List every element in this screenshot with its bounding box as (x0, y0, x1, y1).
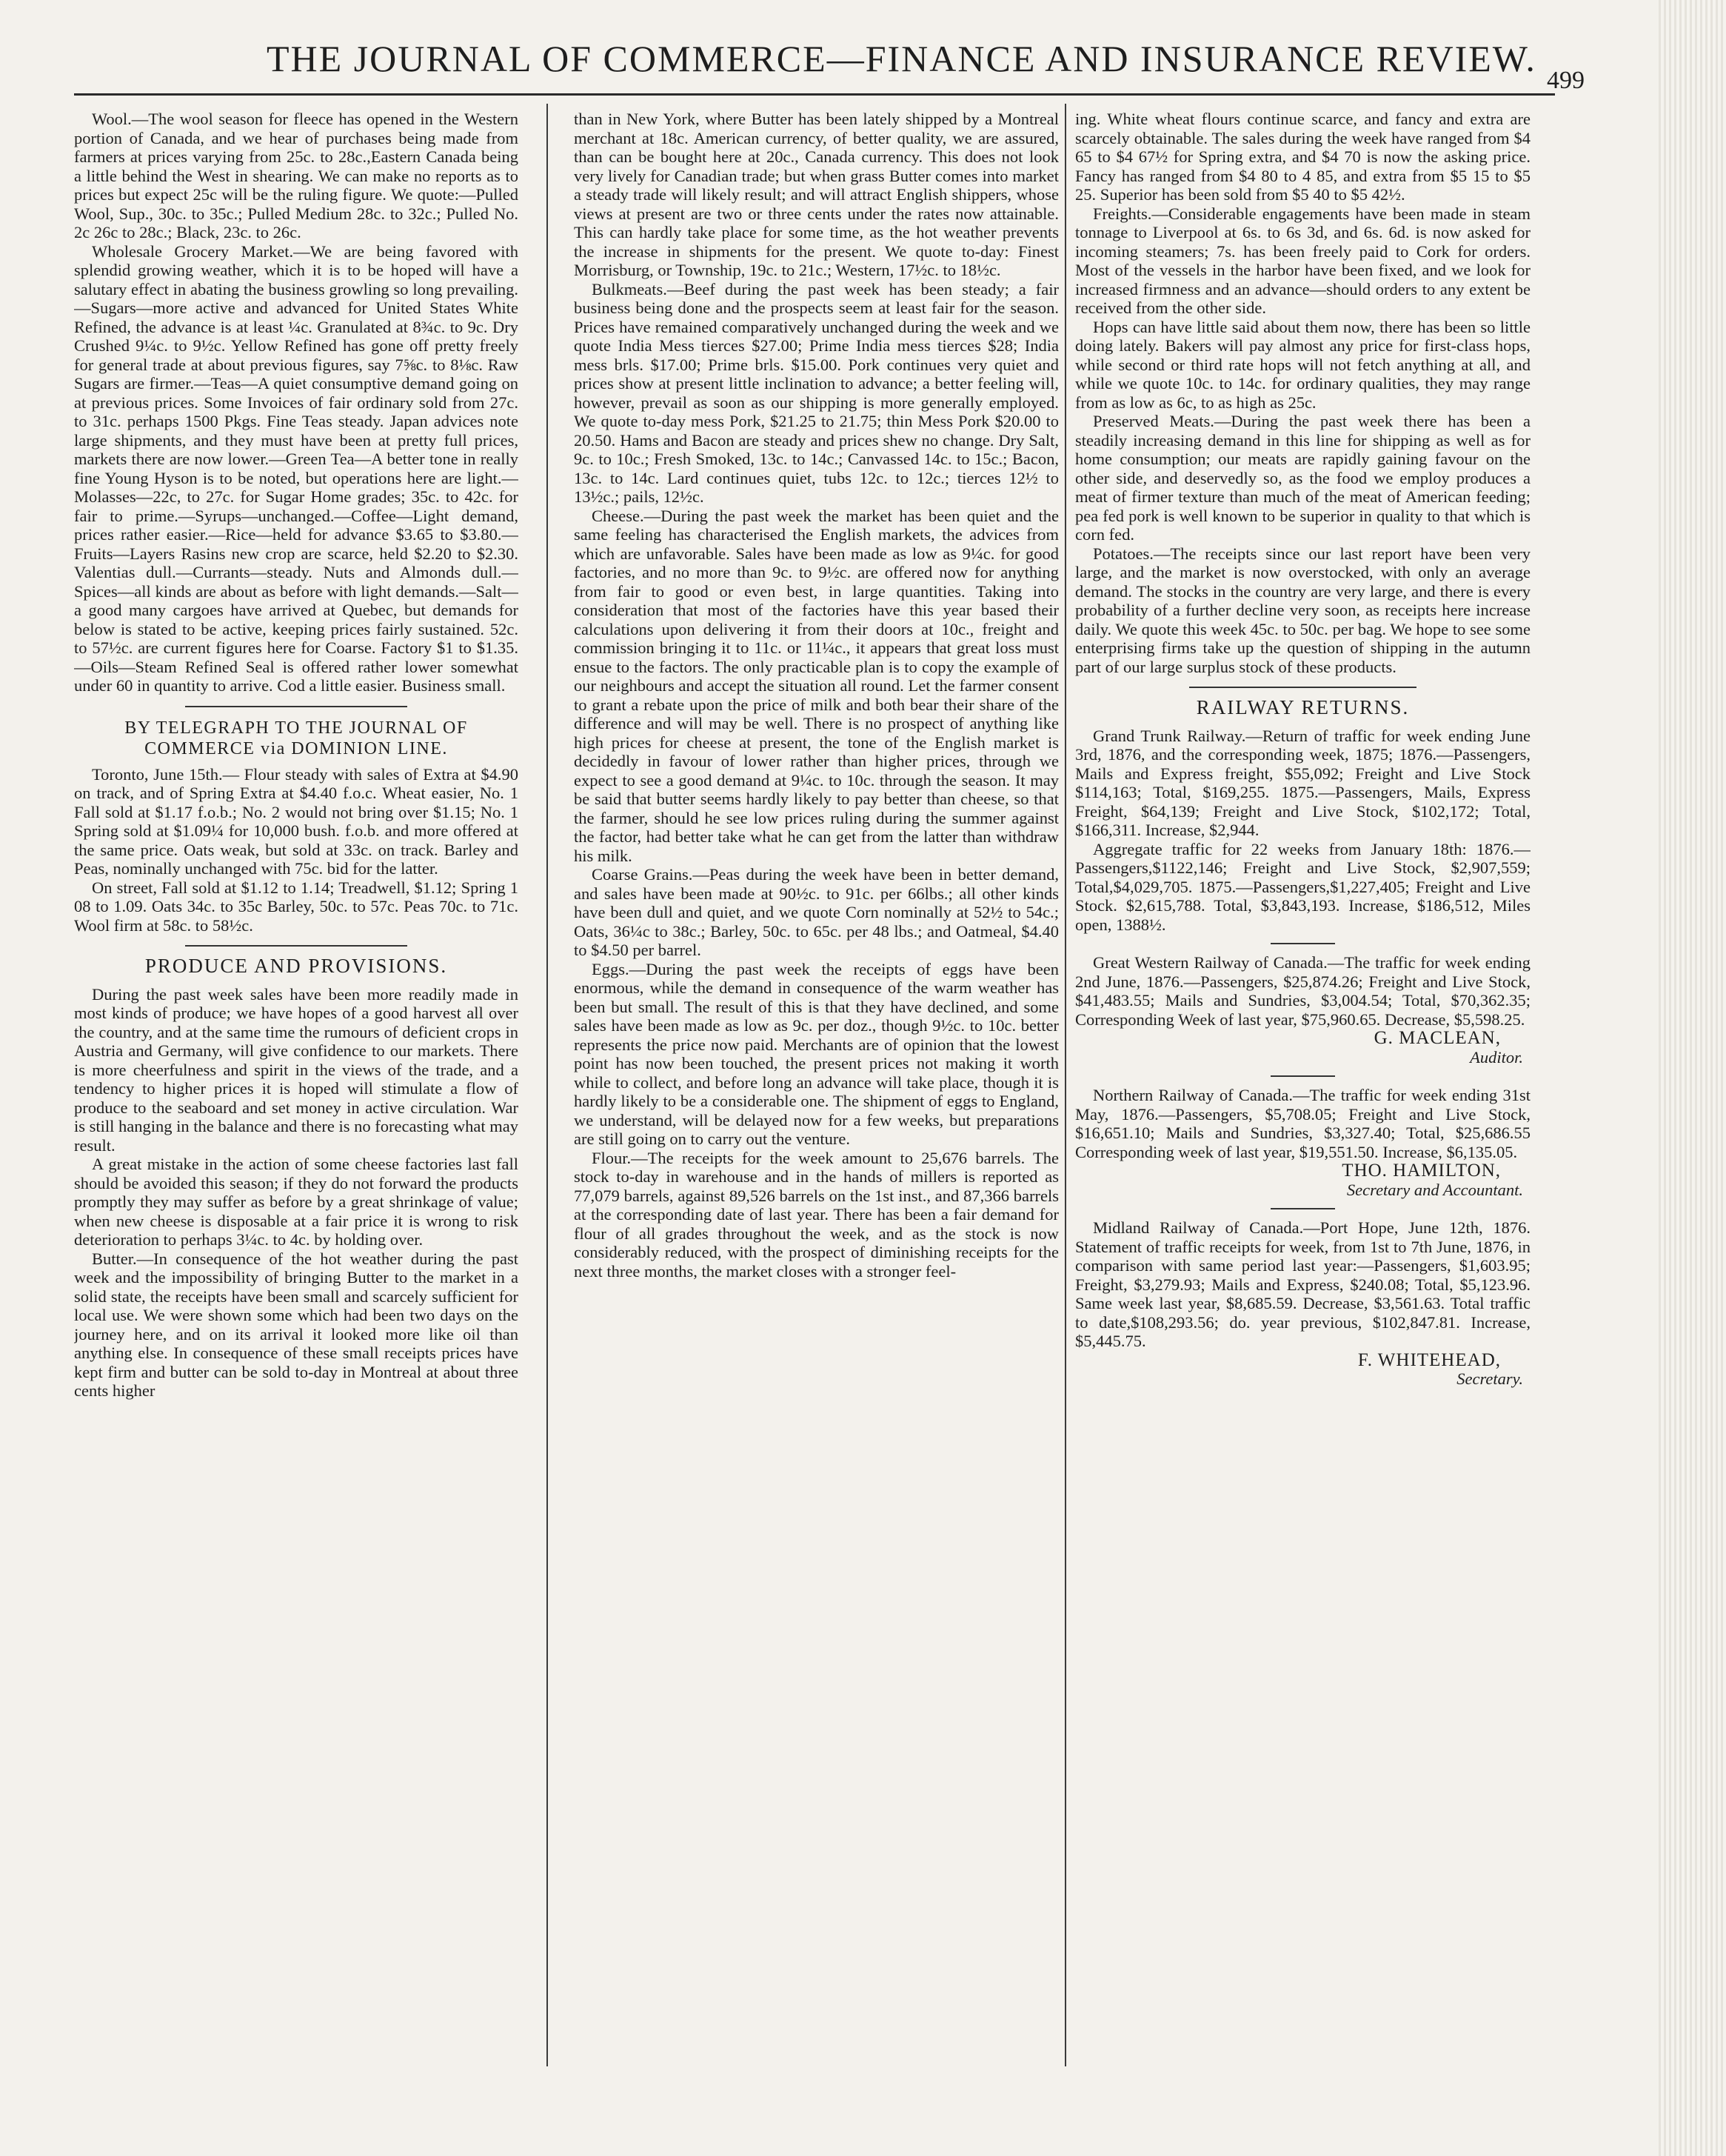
section-divider (1271, 943, 1334, 944)
great-western-signatory-title: Auditor. (1470, 1047, 1523, 1067)
preserved-meats-report: Preserved Meats.—During the past week there has been a steadily increasing demand in this line for shipping as well as for home consumption; our meats are rapidly gaining favour on the other side, and deservedly so, as the food we employ produces a meat of firmer texture than much of the meat of American feeding; pea fed pork is well known to be superior in quality to that which is corn fed. (1075, 412, 1531, 544)
section-divider (1189, 687, 1417, 688)
column-divider (1065, 104, 1066, 2066)
grocery-market-report: Wholesale Grocery Market.—We are being favored with splendid growing weather, which it is to be hoped will have a salutary effect in abating the business growling so long prevailing.—Sugars—more active and advanced for United States White Refined, the advance is at least ¼c. Granulated at 8¾c. to 9c. Dry Crushed 9¼c. to 9½c. Yellow Refined has gone off pretty freely for general trade at about previous figures, say 7⅝c. to 8⅛c. Raw Sugars are firmer.—Teas—A quiet consumptive demand going on at previous prices. Some Invoices of fair ordinary sold from 27c. to 31c. perhaps 1500 Pkgs. Fine Teas steady. Japan advices note large shipments, and they must have been at pretty full prices, markets there are now lower.—Green Tea—A better tone in really fine Young Hyson is to be noted, but operations here are light.—Molasses—22c, to 27c. for Sugar Home grades; 35c. to 42c. for fair to prime.—Syrups—unchanged.—Coffee—Light demand, prices rather easier.—Rice—held for advance $3.65 to $3.80.—Fruits—Layers Rasins new crop are scarce, held $2.20 to $2.30. Valentias dull.—Currants—steady. Nuts and Almonds dull.—Spices—all kinds are about as before with light demands.—Salt—a good many cargoes have arrived at Quebec, but demands for below is stated to be active, keeping prices fairly sustained. 52c. to 57½c. are current figures here for Coarse. Factory $1 to $1.35.—Oils—Steam Refined Seal is offered rather lower somewhat under 60 in quantity to arrive. Cod a little easier. Business small. (74, 241, 518, 695)
flour-report: Flour.—The receipts for the week amount to 25,676 barrels. The stock to-day in warehouse and in the hands of millers is reported as 77,079 barrels, against 89,526 barrels on the 1st inst., and 87,366 barrels at the corresponding date of last year. There has been a fair demand for flour of all grades throughout the week, and as the stock is now considerably reduced, with the prospect of diminishing receipts for the next three months, the market closes with a stronger feel- (574, 1148, 1059, 1281)
potatoes-report: Potatoes.—The receipts since our last report have been very large, and the market is now overstocked, with only an average demand. The stocks in the country are very large, and there is every probability of a further decline very soon, as receipts here increase daily. We quote this week 45c. to 50c. per bag. We hope to see some enterprising firms take up the question of shipping in the autumn part of our large surplus stock of these products. (1075, 544, 1531, 676)
flour-report-continued: ing. White wheat flours continue scarce, and fancy and extra are scarcely obtainable. The sales during the week have ranged from $4 65 to $4 67½ for Spring extra, and $4 70 is now the asking price. Fancy has ranged from $4 80 to 4 85, and extra from $5 15 to $5 25. Superior has been sold from $5 40 to $5 42½. (1075, 110, 1531, 204)
telegraph-heading: BY TELEGRAPH TO THE JOURNAL OF COMMERCE via DOMINION LINE. (124, 718, 468, 758)
column-left (74, 110, 518, 2065)
butter-report-continued: than in New York, where Butter has been lately shipped by a Montreal merchant at 18c. American currency, of better quality, we are assured, than can be bought here at 20c., Canada currency. This does not look very lively for Canadian trade; but when grass Butter comes into market a steady trade will likely result; and will attract English shippers, whose views at present are two or three cents under the rates now attainable. This can hardly take place for some time, as the hot weather prevents the increase in shipments for the present. We quote to-day: Finest Morrisburg, or Township, 19c. to 21c.; Western, 17½c. to 18½c. (574, 110, 1059, 279)
cheese-report: Cheese.—During the past week the market has been quiet and the same feeling has characterised the English markets, the advices from which are unfavorable. Sales have been made as low as 9¼c. for good factories, and no more than 9c. to 9½c. are offered now for anything from fair to good or even best, in large quantities. Taking into consideration that most of the factories have this year based their calculations upon delivering it from their doors at 10c., freight and commission bringing it to 11c. or 11¼c., it appears that great loss must ensue to the factors. The only practicable plan is to copy the example of our neighbours and accept the situation all round. Let the farmer consent to grant a rebate upon the price of milk and both bear their share of the difference and will may be well. There is no prospect of anything like high prices for cheese at present, the tone of the English market is decidedly in favour of lower rather than higher prices, through we expect to see a good demand at 9¼c. to 10c. through the season. It may be said that butter seems hardly likely to pay better than cheese, so that the farmer, should he see low prices ruling during the summer against the factor, had better take what he can get from the latter than withdraw his milk. (574, 506, 1059, 865)
produce-heading: PRODUCE AND PROVISIONS. (144, 955, 448, 977)
column-middle (574, 110, 1059, 2065)
page-edge-shadow (1659, 0, 1726, 2156)
midland-signatory-title: Secretary. (1456, 1369, 1523, 1388)
section-divider (1271, 1075, 1334, 1077)
freights-report: Freights.—Considerable engagements have been made in steam tonnage to Liverpool at 6s. to 6s 3d, and 6s. 6d. is now asked for incoming steamers; 7s. has been freely paid to Cork for orders. Most of the vessels in the harbor have been fixed, and we look for increased firmness and an advance—should orders to any extent be received from the other side. (1075, 204, 1531, 317)
section-divider (1271, 1208, 1334, 1209)
coarse-grains-report: Coarse Grains.—Peas during the week have been in better demand, and sales have been made at 90½c. to 91c. per 66lbs.; all other kinds have been dull and quiet, and we quote Corn nominally at 52½ to 54c.; Oats, 36¼c to 38c.; Barley, 50c. to 65c. per 48 lbs.; and Oatmeal, $4.40 to $4.50 per barrel. (574, 865, 1059, 959)
produce-intro: During the past week sales have been more readily made in most kinds of produce; we have hopes of a good harvest all over the country, and at the same time the rumours of deficient crops in Austria and Germany, will give confidence to our markets. There is more cheerfulness and spirit in the views of the trade, and a tendency to higher prices it is hoped will stimulate a flow of produce to the seaboard and set money in active circulation. War is still hanging in the balance and there is no forecasting what may result. (74, 984, 518, 1155)
column-divider (546, 104, 548, 2066)
hops-report: Hops can have little said about them now, there has been so little doing lately. Bakers will pay almost any price for first-class hops, while second or third rate hops will not fetch anything at all, and while we quote 10c. to 14c. for ordinary qualities, they may range from as low as 6c, to as high as 25c. (1075, 317, 1531, 412)
section-divider (185, 706, 407, 707)
page-number: 499 (1547, 67, 1585, 94)
butter-report: Butter.—In consequence of the hot weather during the past week and the impossibility of bringing Butter to the market in a solid state, the receipts have been small and scarcely sufficient for local use. We were shown some which had been two days on the journey here, and on its arrival it looked more like oil than anything else. In consequence of these small receipts prices have kept firm and butter can be sold to-day in Montreal at about three cents higher (74, 1249, 518, 1400)
great-western-signature: G. MACLEAN, (1374, 1028, 1501, 1048)
grand-trunk-aggregate: Aggregate traffic for 22 weeks from January 18th: 1876.—Passengers,$1122,146; Freight and Live Stock, $2,907,559; Total,$4,029,705. 1875.—Passengers,$1,227,405; Freight and Live Stock. $2,615,788. Total, $3,843,193. Increase, $186,512, Miles open, 1388½. (1075, 839, 1531, 934)
northern-signature: THO. HAMILTON, (1342, 1161, 1501, 1181)
grand-trunk-weekly: Grand Trunk Railway.—Return of traffic for week ending June 3rd, 1876, and the corresponding week, 1875; 1876.—Passengers, Mails and Express freight, $55,092; Freight and Live Stock $114,163; Total, $169,255. 1875.—Passengers, Mails, Express Freight, $64,139; Freight and Live Stock, $102,172; Total, $166,311. Increase, $2,944. (1075, 726, 1531, 839)
northern-signatory-title: Secretary and Accountant. (1346, 1180, 1523, 1199)
column-right (1075, 110, 1531, 2065)
great-western-report: Great Western Railway of Canada.—The traffic for week ending 2nd June, 1876.—Passengers, $25,874.26; Freight and Live Stock, $41,483.55; Mails and Sundries, $3,004.54; Total, $70,362.35; Corresponding Week of last year, $75,960.65. Decrease, $5,598.25. (1075, 953, 1531, 1029)
northern-railway-report: Northern Railway of Canada.—The traffic for week ending 31st May, 1876.—Passengers, $5,708.05; Freight and Live Stock, $16,651.10; Mails and Sundries, $3,327.40; Total, $25,686.55 Corresponding week of last year, $19,551.50. Increase, $6,135.05. (1075, 1086, 1531, 1161)
midland-railway-report: Midland Railway of Canada.—Port Hope, June 12th, 1876. Statement of traffic receipts for week, from 1st to 7th June, 1876, in comparison with same period last year:—Passengers, $1,603.95; Freight, $3,279.93; Mails and Express, $240.08; Total, $5,123.96. Same week last year, $8,685.59. Decrease, $3,561.63. Total traffic to date,$108,293.56; do. year previous, $102,847.81. Increase, $5,445.75. (1075, 1218, 1531, 1350)
telegraph-report: Toronto, June 15th.— Flour steady with sales of Extra at $4.90 on track, and of Spring Extra at $4.40 f.o.c. Wheat easier, No. 1 Fall sold at $1.17 f.o.b.; No. 2 would not bring over $1.15; No. 1 Spring sold at $1.09¼ for 10,000 bush. f.o.b. and more offered at the same price. Oats weak, but sold at 33c. on track. Barley and Peas, nominally unchanged with 75c. bid for the latter. (74, 764, 518, 878)
running-title: THE JOURNAL OF COMMERCE—FINANCE AND INSURANCE REVIEW. (267, 38, 1536, 79)
midland-signature: F. WHITEHEAD, (1357, 1349, 1501, 1370)
bulkmeats-report: Bulkmeats.—Beef during the past week has been steady; a fair business being done and the prospects seem at least fair for the season. Prices have remained comparatively unchanged during the week and we quote India Mess tierces $27.00; Prime India mess tierces $28; India mess brls. $17.00; Prime brls. $15.00. Pork continues very quiet and prices show at present little inclination to advance; a better feeling will, however, prevail as soon as our shipping is more generally employed. We quote to-day mess Pork, $21.25 to 21.75; thin Mess Pork $20.00 to 20.50. Hams and Bacon are steady and prices shew no change. Dry Salt, 9c. to 10c.; Fresh Smoked, 13c. to 14c.; Canvassed 14c. to 15c.; Bacon, 13c. to 14c. Lard continues quiet, tubs 12c. to 12c.; tierces 12½ to 13½c.; pails, 12½c. (574, 279, 1059, 506)
cheese-factories-note: A great mistake in the action of some cheese factories last fall should be avoided this season; if they do not forward the products promptly they may suffer as before by a great shrinkage of value; when new cheese is disposable at a fair price it is wrong to risk deterioration to perhaps 3¼c. to 4c. by holding over. (74, 1155, 518, 1249)
wool-report: Wool.—The wool season for fleece has opened in the Western portion of Canada, and we hear of purchases being made from farmers at prices varying from 25c. to 28c.,Eastern Canada being a little behind the West in shearing. We can make no reports as to prices but expect 25c will be the ruling figure. We quote:—Pulled Wool, Sup., 30c. to 35c.; Pulled Medium 28c. to 32c.; Pulled No. 2c 26c to 28c.; Black, 23c. to 26c. (74, 110, 518, 241)
eggs-report: Eggs.—During the past week the receipts of eggs have been enormous, while the demand in consequence of the warm weather has been but small. The result of this is that they have declined, and some sales have been made as low as 9c. per doz., though 9½c. to 10c. better represents the price now paid. Merchants are of opinion that the lowest point has now been touched, the present prices not making it worth while to collect, and before long an advance will take place, though it is hardly likely to be a considerable one. The shipment of eggs to England, we understand, will be delayed now for a few weeks, but preparations are still going on to carry out the venture. (574, 959, 1059, 1148)
telegraph-street-prices: On street, Fall sold at $1.12 to 1.14; Treadwell, $1.12; Spring 1 08 to 1.09. Oats 34c. to 35c Barley, 50c. to 57c. Peas 70c. to 71c. Wool firm at 58c. to 58½c. (74, 878, 518, 935)
section-divider (185, 945, 407, 947)
railway-heading: RAILWAY RETURNS. (1196, 696, 1410, 718)
page-header (74, 30, 1585, 96)
